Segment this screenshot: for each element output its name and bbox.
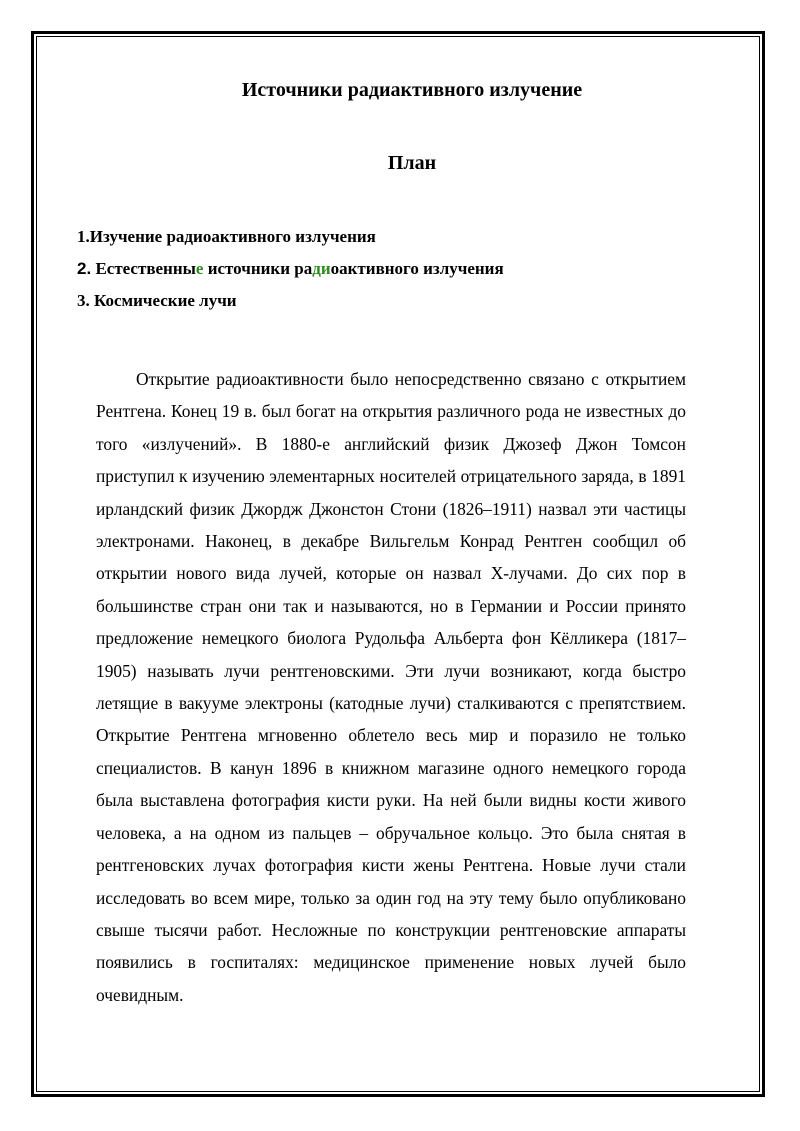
plan-item-number: 1.	[77, 227, 90, 246]
plan-item-text-segment: Естественны	[95, 259, 196, 278]
body-paragraph: Открытие радиоактивности было непосредственно связано с открытием Рентгена. Конец 19 в. был богат на открытия различного рода не известных до того «излучений». В 1880-е английский физик Джозеф Джон Томсон приступил к изучению элементарных носителей отрицательного заряда, в 1891 ирландский физик Джордж Джонстон Стони (1826–1911) назвал эти частицы электронами. Наконец, в декабре Вильгельм Конрад Рентген сообщил об открытии нового вида лучей, которые он назвал Х-лучами. До сих пор в большинстве стран они так и называются, но в Германии и России принято предложение немецкого биолога Рудольфа Альберта фон Кёлликера (1817–1905) называть лучи рентгеновскими. Эти лучи возникают, когда быстро летящие в вакууме электроны (катодные лучи) сталкиваются с препятствием. Открытие Рентгена мгновенно облетело весь мир и поразило не только специалистов. В канун 1896 в книжном магазине одного немецкого города была выставлена фотография кисти руки. На ней были видны кости живого человека, а на одном из пальцев – обручальное кольцо. Это была снятая в рентгеновских лучах фотография кисти жены Рентгена. Новые лучи стали исследовать во всем мире, только за один год на эту тему было опубликовано свыше тысячи работ. Несложные по конструкции рентгеновские аппараты появились в госпиталях: медицинское применение новых лучей было очевидным.	[96, 369, 686, 1005]
plan-item-3	[77, 289, 504, 321]
plan-item-text: Космические лучи	[89, 291, 237, 310]
plan-item-text-highlight: ди	[312, 259, 331, 278]
plan-item-number: 3.	[77, 291, 90, 310]
plan-item-text-highlight: е	[195, 259, 204, 278]
plan-list	[77, 225, 504, 321]
document-title: Источники радиактивного излучение	[241, 79, 583, 101]
plan-heading: План	[387, 152, 437, 174]
plan-item-number: 2.	[77, 259, 92, 278]
plan-item-1	[77, 225, 504, 257]
plan-item-text: Изучение радиоактивного излучения	[89, 227, 376, 246]
plan-item-text-segment: о	[330, 259, 340, 278]
plan-item-text-segment: источники ра	[203, 259, 313, 278]
plan-item-text-segment: активного излучения	[339, 259, 504, 278]
plan-item-2	[77, 257, 504, 289]
